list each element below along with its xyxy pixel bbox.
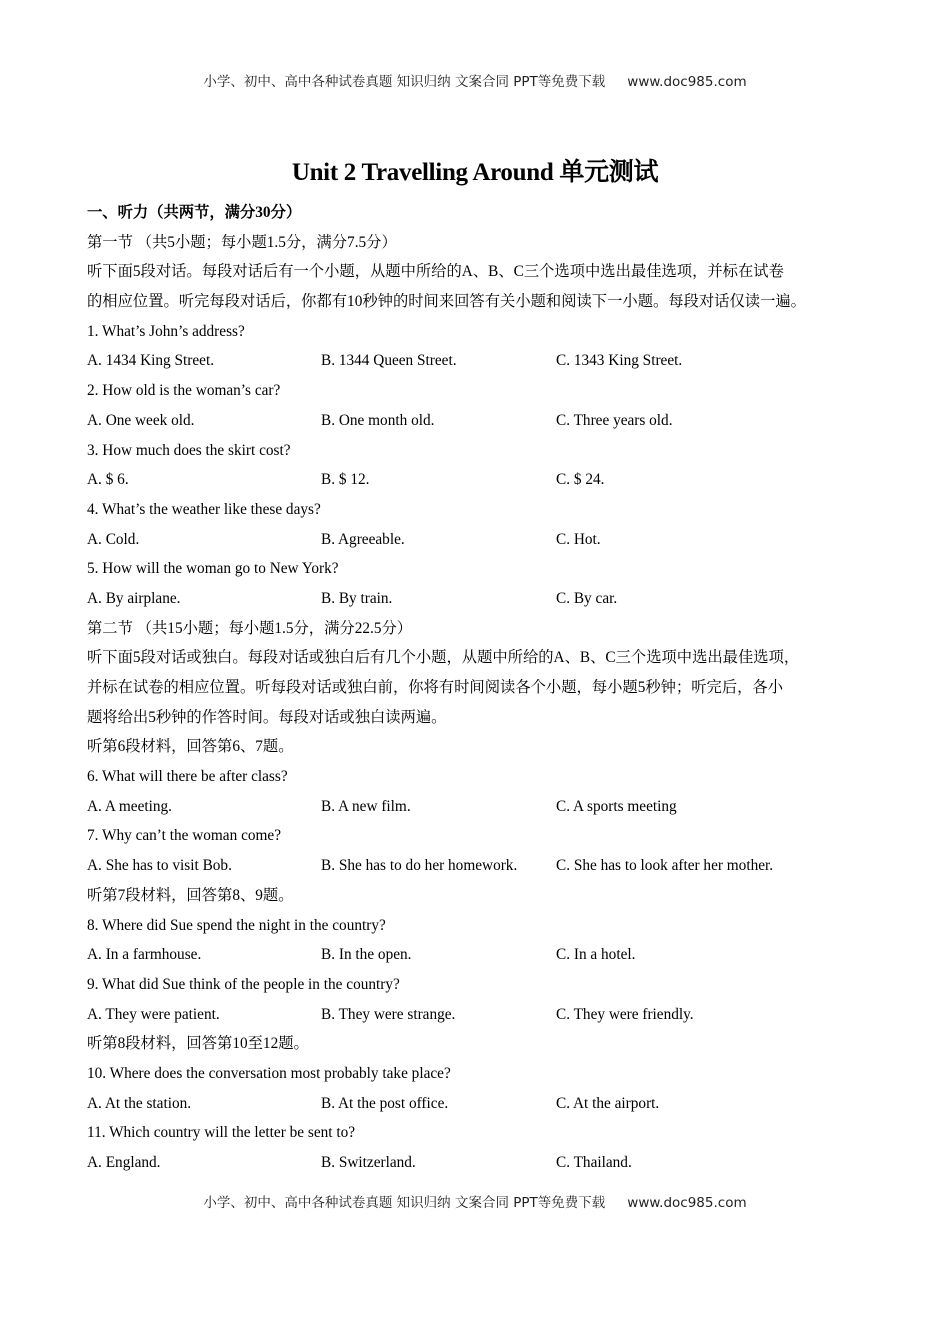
page-header: [0, 70, 950, 90]
footer-url[interactable]: www.doc985.com: [627, 1195, 747, 1211]
question-options: [87, 940, 887, 970]
option-c: C. Hot.: [556, 530, 601, 548]
part-heading: 第二节 （共15小题；每小题1.5分，满分22.5分）: [87, 619, 413, 637]
option-a: A. A meeting.: [87, 797, 172, 815]
question-options: [87, 1148, 887, 1178]
instructions: 听下面5段对话或独白。每段对话或独白后有几个小题，从题中所给的A、B、C三个选项中选出最佳选项，: [87, 649, 800, 667]
question-stem: 1. What’s John’s address?: [87, 322, 245, 340]
footer-text: 小学、初中、高中各种试卷真题 知识归纳 文案合同 PPT等免费下载: [203, 1195, 606, 1211]
option-c: C. Three years old.: [556, 411, 673, 429]
option-b: B. By train.: [321, 589, 393, 607]
option-a: A. One week old.: [87, 411, 195, 429]
option-b: B. In the open.: [321, 946, 412, 964]
option-c: C. A sports meeting: [556, 797, 677, 815]
question-options: [87, 851, 887, 881]
option-c: C. $ 24.: [556, 471, 605, 489]
option-c: C. Thailand.: [556, 1154, 632, 1171]
option-c: C. She has to look after her mother.: [556, 857, 774, 875]
option-a: A. At the station.: [87, 1094, 192, 1112]
option-b: B. They were strange.: [321, 1005, 456, 1023]
option-c: C. They were friendly.: [556, 1005, 694, 1023]
question-stem: 5. How will the woman go to New York?: [87, 560, 339, 578]
instructions: 题将给出5秒钟的作答时间。每段对话或独白读两遍。: [87, 708, 447, 726]
question-options: [87, 792, 887, 822]
header-url[interactable]: www.doc985.com: [627, 74, 747, 90]
question-options: [87, 1000, 887, 1030]
question-stem: 3. How much does the skirt cost?: [87, 441, 291, 459]
material-note: 听第7段材料，回答第8、9题。: [87, 886, 294, 904]
option-a: A. $ 6.: [87, 471, 129, 489]
material-note: 听第8段材料，回答第10至12题。: [87, 1035, 309, 1053]
option-b: B. 1344 Queen Street.: [321, 352, 457, 370]
option-a: A. Cold.: [87, 530, 140, 548]
option-b: B. She has to do her homework.: [321, 857, 518, 875]
option-a: A. In a farmhouse.: [87, 946, 202, 964]
option-b: B. Switzerland.: [321, 1154, 416, 1171]
question-stem: 9. What did Sue think of the people in the country?: [87, 975, 400, 993]
option-c: C. At the airport.: [556, 1094, 660, 1112]
option-a: A. 1434 King Street.: [87, 352, 215, 370]
instructions: 的相应位置。听完每段对话后，你都有10秒钟的时间来回答有关小题和阅读下一小题。每段对话仅读一遍。: [87, 293, 806, 311]
option-b: B. Agreeable.: [321, 530, 405, 548]
document-title: Unit 2 Travelling Around 单元测试: [291, 159, 659, 186]
question-options: [87, 465, 887, 495]
option-b: B. A new film.: [321, 797, 411, 815]
option-a: A. They were patient.: [87, 1005, 220, 1023]
question-stem: 10. Where does the conversation most probably take place?: [87, 1064, 451, 1082]
question-options: [87, 406, 887, 436]
option-c: C. 1343 King Street.: [556, 352, 683, 370]
question-stem: 7. Why can’t the woman come?: [87, 827, 281, 845]
question-options: [87, 1089, 887, 1119]
option-b: B. At the post office.: [321, 1094, 449, 1112]
option-a: A. England.: [87, 1154, 161, 1171]
document-body: [87, 198, 887, 1178]
option-a: A. She has to visit Bob.: [87, 857, 232, 875]
part-heading: 第一节 （共5小题；每小题1.5分，满分7.5分）: [87, 233, 397, 251]
question-options: [87, 525, 887, 555]
option-c: C. In a hotel.: [556, 946, 636, 964]
question-options: [87, 584, 887, 614]
header-text: 小学、初中、高中各种试卷真题 知识归纳 文案合同 PPT等免费下载: [203, 74, 606, 90]
question-options: [87, 346, 887, 376]
section-heading: 一、听力（共两节，满分30分）: [87, 204, 302, 221]
option-b: B. $ 12.: [321, 471, 370, 489]
page-footer: [0, 1191, 950, 1211]
material-note: 听第6段材料，回答第6、7题。: [87, 738, 294, 756]
option-b: B. One month old.: [321, 411, 435, 429]
question-stem: 11. Which country will the letter be sent to?: [87, 1124, 356, 1142]
question-stem: 6. What will there be after class?: [87, 768, 288, 786]
option-c: C. By car.: [556, 589, 618, 607]
option-a: A. By airplane.: [87, 589, 181, 607]
question-stem: 8. Where did Sue spend the night in the country?: [87, 916, 386, 934]
instructions: 听下面5段对话。每段对话后有一个小题，从题中所给的A、B、C三个选项中选出最佳选项，并标在试卷: [87, 263, 784, 281]
question-stem: 4. What’s the weather like these days?: [87, 500, 321, 518]
question-stem: 2. How old is the woman’s car?: [87, 382, 281, 400]
instructions: 并标在试卷的相应位置。听每段对话或独白前，你将有时间阅读各个小题，每小题5秒钟；听完后，各小: [87, 679, 784, 696]
